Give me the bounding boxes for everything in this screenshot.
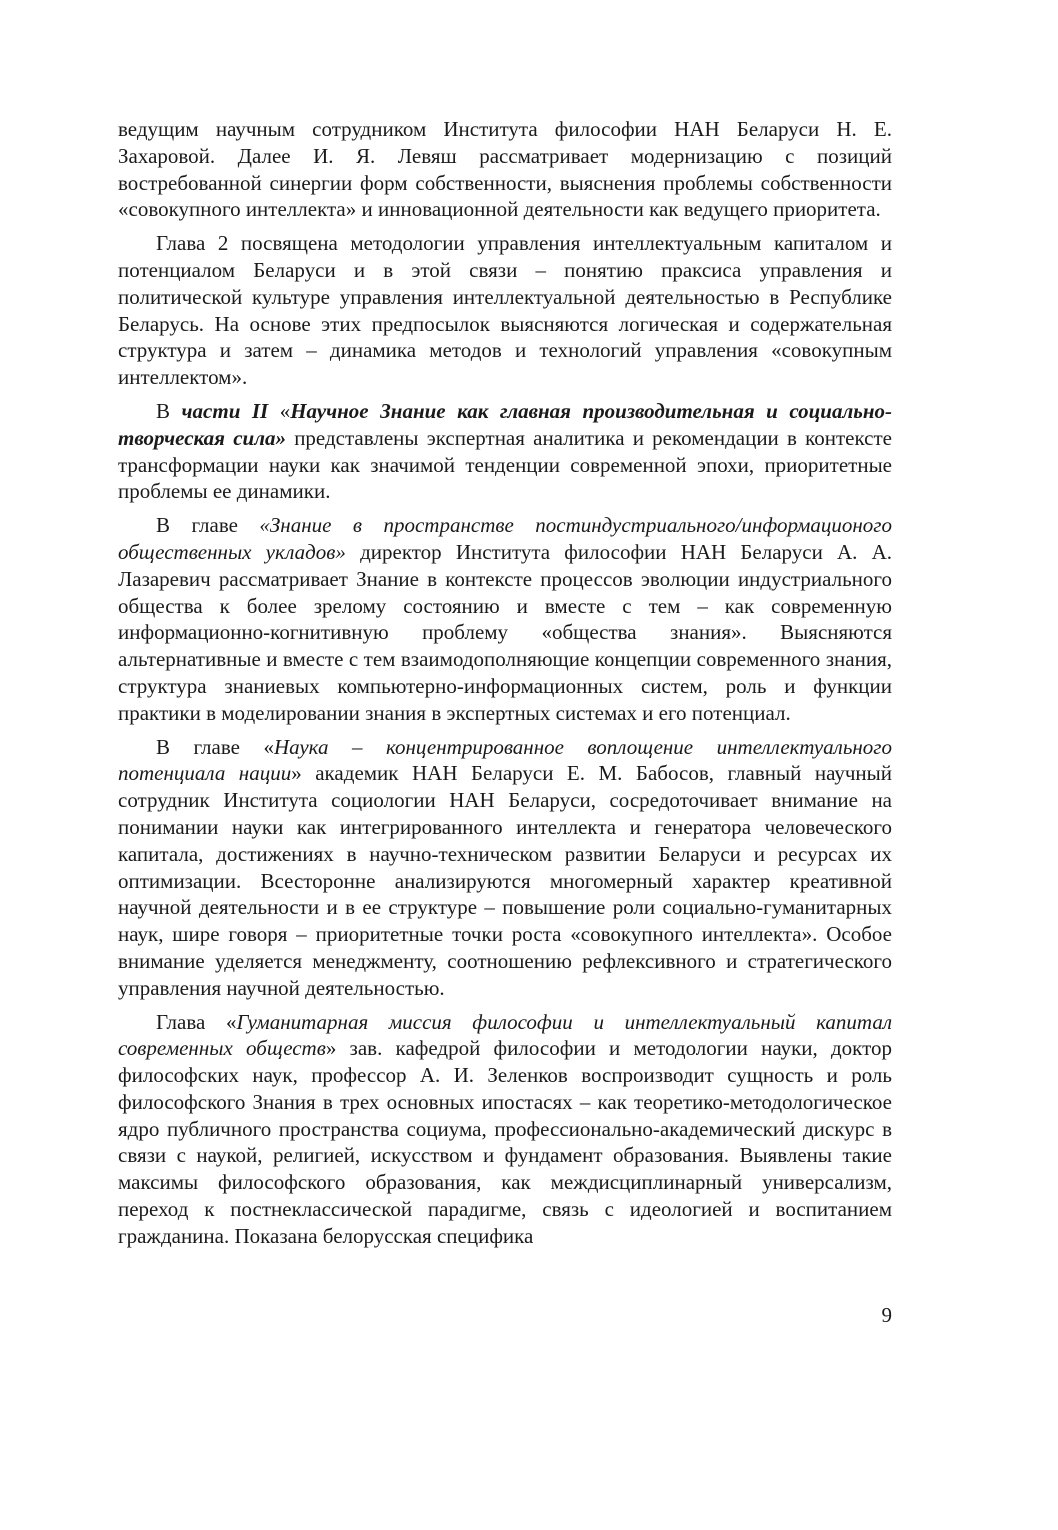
paragraph — [118, 1009, 892, 1250]
text-run: директор Института философии НАН Беларуси А. А. Лазаревич рассматривает Знание в контексте процессов эволюции индустриального общества к более зрелому состоянию и вместе с тем – как современную информационно-когнитивную проблему «общества знания». Выясняются альтернативные и вместе с тем взаимодополняющие концепции современного знания, структура знаниевых компьютерно-информационных систем, роль и функции практики в моделировании знания в экспертных системах и его потенциал. — [118, 539, 893, 725]
text-run: « — [268, 398, 291, 423]
bold-italic-text: Научное Знание как главная производительная и социально-творческая сила» — [118, 398, 893, 450]
paragraph — [118, 116, 892, 223]
page-number: 9 — [881, 1303, 892, 1327]
paragraph — [118, 512, 892, 726]
text-run: В главе — [156, 513, 260, 538]
text-run: Глава 2 посвящена методологии управления интеллектуальным капиталом и потенциалом Беларуси и в этой связи – понятию праксиса управления и политической культуре управления интеллектуальной деятельностью в Республике Беларусь. На основе этих предпосылок выясняются логическая и содержательная структура и затем – динамика методов и технологий управления «совокупным интеллектом». — [118, 231, 892, 390]
text-run: Глава « — [156, 1009, 237, 1034]
text-run: ведущим научным сотрудником Института философии НАН Беларуси Н. Е. Захаровой. Далее И. Я. Левяш рассматривает модернизацию с позиций востребованной синергии форм собственности, выяснения проблемы собственности «совокупного интеллекта» и инновационной деятельности как ведущего приоритета. — [118, 117, 892, 222]
paragraph — [118, 230, 892, 391]
text-run: представлены экспертная аналитика и рекомендации в контексте трансформации науки как значимой тенденции современной эпохи, приоритетные проблемы ее динамики. — [118, 425, 892, 504]
text-run: » зав. кафедрой философии и методологии науки, доктор философских наук, профессор А. И. Зеленков воспроизводит сущность и роль философского Знания в трех основных ипостасях – как теоретико-методологическое ядро публичного пространства социума, профессионально-академический дискурс в связи с наукой, религией, искусством и фундамент образования. Выявлены такие максимы философского образования, как междисциплинарный универсализм, переход к постнеклассической парадигме, связь с идеологией и воспитанием гражданина. Показана белорусская специфика — [118, 1036, 892, 1248]
bold-italic-text: части II — [181, 398, 269, 423]
body-text — [118, 116, 892, 1257]
italic-text: Гуманитарная миссия философии и интеллектуальный капитал современных обществ — [118, 1009, 892, 1061]
text-run: В — [156, 398, 182, 423]
text-run: » академик НАН Беларуси Е. М. Бабосов, главный научный сотрудник Института социологии НАН Беларуси, сосредоточивает внимание на понимании науки как интегрированного интеллекта и генератора человеческого капитала, достижениях в научно-техническом развитии Беларуси и ресурсах их оптимизации. Всесторонне анализируются многомерный характер креативной научной деятельности и в ее структуре – повышение роли социально-гуманитарных наук, шире говоря – приоритетные точки роста «совокупного интеллекта». Особое внимание уделяется менеджменту, соотношению рефлексивного и стратегического управления научной деятельностью. — [118, 761, 892, 1000]
italic-text: «Знание в пространстве постиндустриального/информационого общественных укладов» — [118, 513, 892, 564]
paragraph — [118, 734, 892, 1002]
italic-text: Наука – концентрированное воплощение интеллектуального потенциала нации — [118, 734, 892, 786]
text-run: В главе « — [156, 734, 274, 759]
paragraph — [118, 398, 892, 505]
